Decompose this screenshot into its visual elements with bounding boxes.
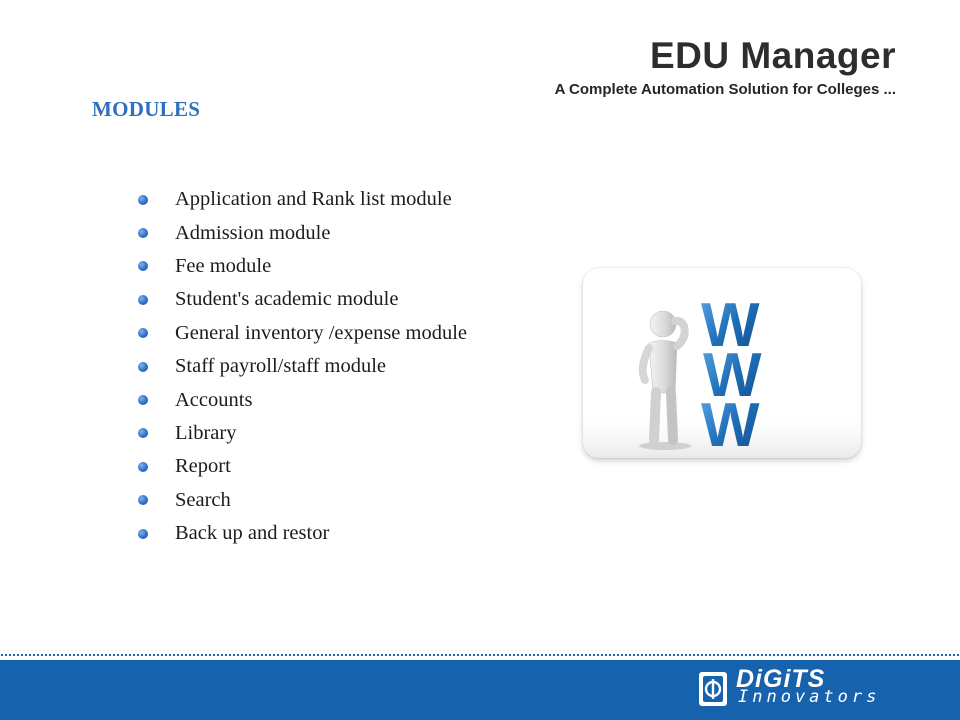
www-letter: W bbox=[701, 391, 760, 458]
logo-word: DiGiTS bbox=[736, 665, 826, 693]
module-item bbox=[134, 183, 467, 216]
module-item bbox=[134, 484, 467, 517]
www-letter: W bbox=[703, 341, 762, 410]
module-label: Report bbox=[175, 455, 231, 478]
brand-title: EDU Manager bbox=[649, 35, 896, 76]
module-item bbox=[134, 417, 467, 450]
footer-dotted-line bbox=[0, 653, 960, 657]
bullet-icon bbox=[138, 228, 148, 238]
footer-logo bbox=[698, 667, 898, 712]
module-label: Library bbox=[175, 421, 237, 444]
bullet-icon bbox=[138, 395, 148, 405]
bullet-icon bbox=[138, 261, 148, 271]
module-list bbox=[134, 183, 467, 550]
bullet-icon bbox=[138, 495, 148, 505]
module-label: Application and Rank list module bbox=[175, 188, 452, 211]
bullet-icon bbox=[138, 328, 148, 338]
module-item bbox=[134, 317, 467, 350]
module-label: General inventory /expense module bbox=[175, 321, 468, 344]
brand-tagline: A Complete Automation Solution for Colleges ... bbox=[554, 81, 896, 98]
bullet-icon bbox=[138, 428, 148, 438]
module-item bbox=[134, 350, 467, 383]
module-item bbox=[134, 216, 467, 249]
illustration-card bbox=[583, 268, 861, 458]
module-label: Accounts bbox=[175, 388, 253, 411]
bullet-icon bbox=[138, 295, 148, 305]
www-letters bbox=[701, 291, 762, 458]
digits-emblem-icon bbox=[698, 671, 728, 707]
bullet-icon bbox=[138, 195, 148, 205]
bullet-icon bbox=[138, 462, 148, 472]
module-item bbox=[134, 517, 467, 550]
module-label: Admission module bbox=[175, 221, 331, 244]
module-item bbox=[134, 383, 467, 416]
brand-header bbox=[520, 34, 900, 100]
module-label: Student's academic module bbox=[175, 288, 399, 311]
module-label: Fee module bbox=[175, 254, 272, 277]
bullet-icon bbox=[138, 362, 148, 372]
www-letter: W bbox=[701, 291, 760, 360]
bullet-icon bbox=[138, 529, 148, 539]
module-label: Staff payroll/staff module bbox=[175, 355, 387, 378]
module-label: Back up and restor bbox=[175, 522, 330, 545]
section-title: MODULES bbox=[92, 97, 201, 121]
module-label: Search bbox=[175, 488, 231, 511]
module-item bbox=[134, 450, 467, 483]
module-item bbox=[134, 283, 467, 316]
person-thinking-www-icon bbox=[583, 268, 861, 458]
module-item bbox=[134, 250, 467, 283]
logo-subtitle: Innovators bbox=[738, 687, 881, 707]
